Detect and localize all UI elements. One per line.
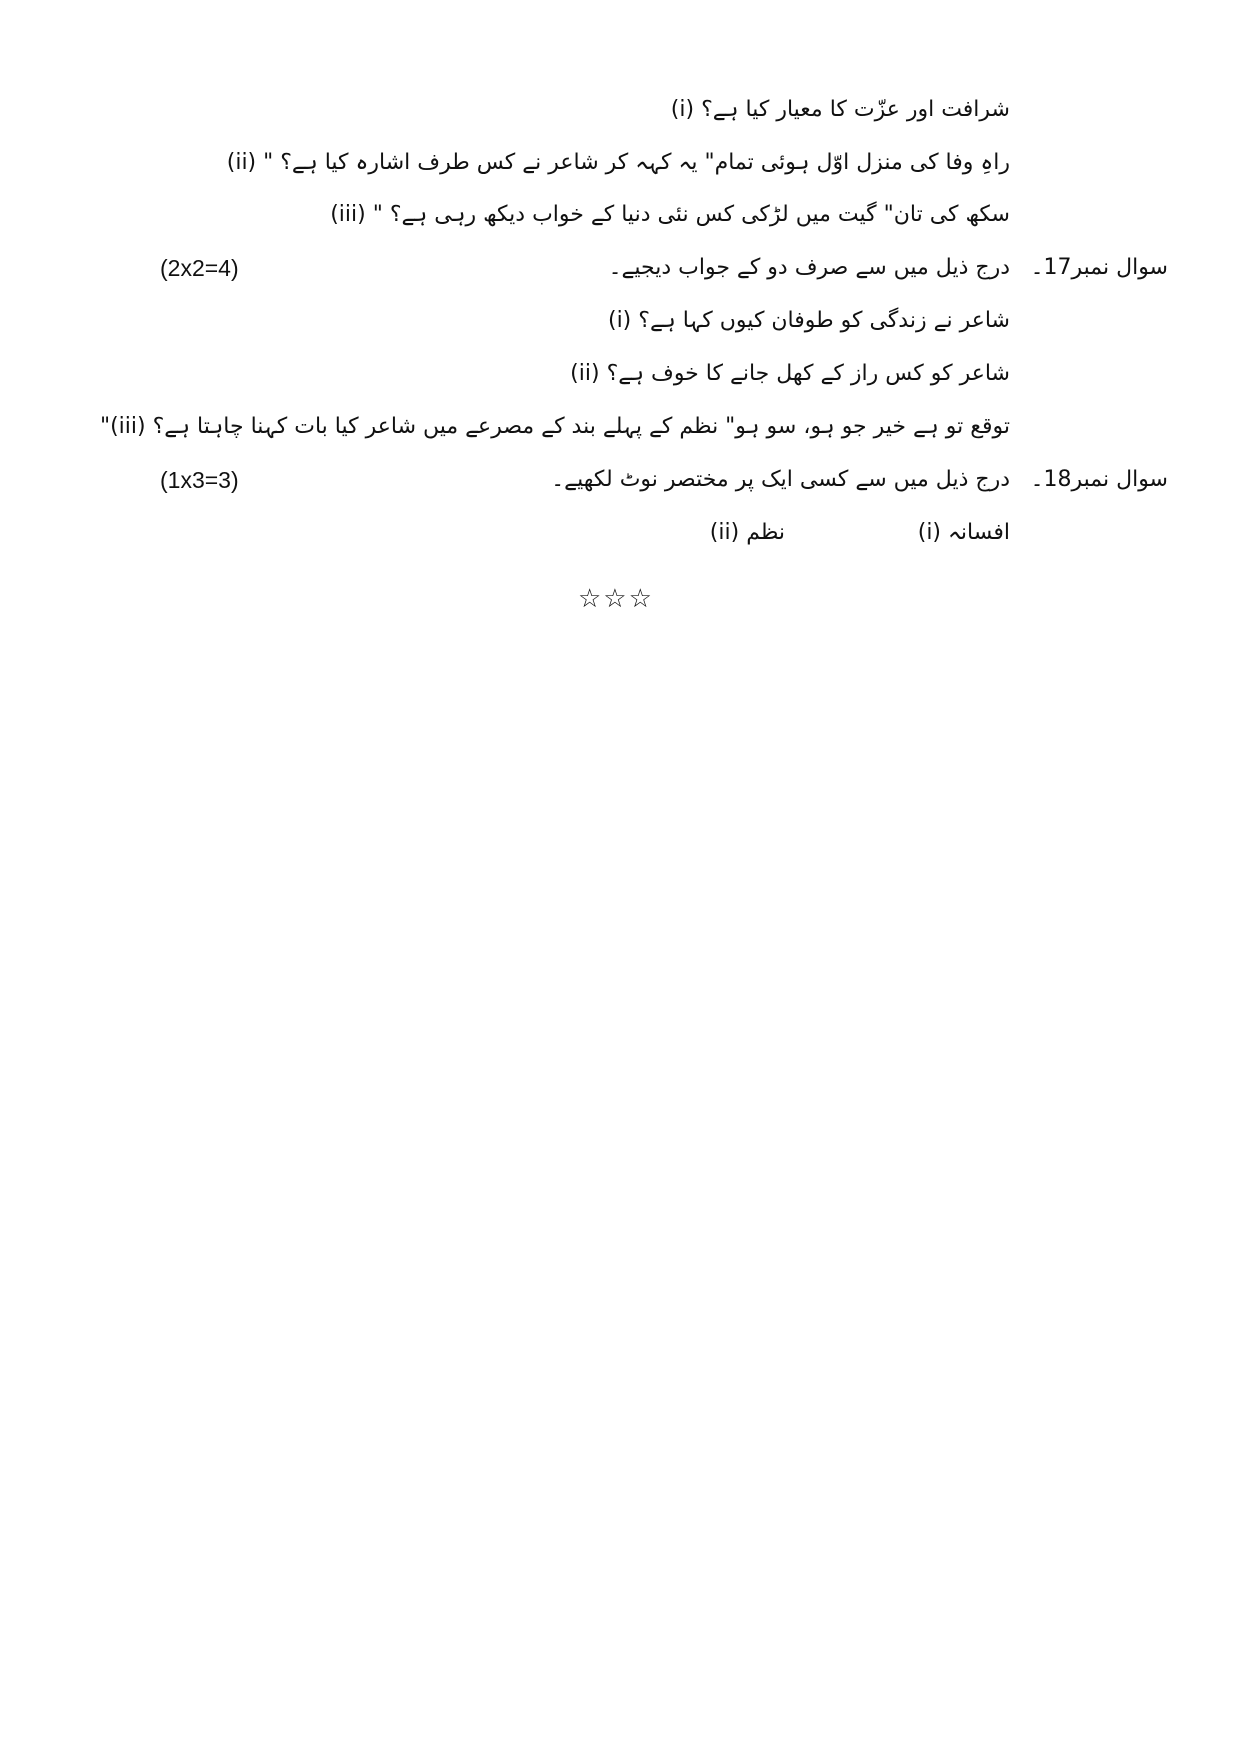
q18-option-1: (i) افسانہ	[917, 520, 1010, 545]
q16-sub-2: (ii) " راہِ وفا کی منزل اوّل ہوئی تمام" یہ کہہ کر شاعر نے کس طرف اشارہ کیا ہے؟	[226, 150, 1010, 175]
q16-sub-1: (i) شرافت اور عزّت کا معیار کیا ہے؟	[670, 97, 1010, 122]
end-stars: ☆☆☆	[578, 584, 654, 614]
q17-marks: (2x2=4)	[160, 255, 239, 281]
q18-option-2: (ii) نظم	[709, 520, 785, 545]
q17-sub-2: (ii) شاعر کو کس راز کے کھل جانے کا خوف ہے؟	[570, 361, 1010, 386]
q17-sub-1: (i) شاعر نے زندگی کو طوفان کیوں کہا ہے؟	[607, 308, 1010, 333]
q18-instruction: درج ذیل میں سے کسی ایک پر مختصر نوٹ لکھیے۔	[551, 467, 1010, 492]
q17-sub-3: "(iii) توقع تو ہے خیر جو ہو، سو ہو" نظم کے پہلے بند کے مصرعے میں شاعر کیا بات کہنا چاہتا ہے؟	[99, 414, 1010, 439]
q16-sub-3: (iii) " سکھ کی تان" گیت میں لڑکی کس نئی دنیا کے خواب دیکھ رہی ہے؟	[330, 202, 1010, 227]
q17-label: سوال نمبر17۔	[1030, 255, 1168, 280]
q18-marks: (1x3=3)	[160, 467, 239, 493]
q17-instruction: درج ذیل میں سے صرف دو کے جواب دیجیے۔	[608, 255, 1010, 280]
q18-label: سوال نمبر18۔	[1030, 467, 1168, 492]
